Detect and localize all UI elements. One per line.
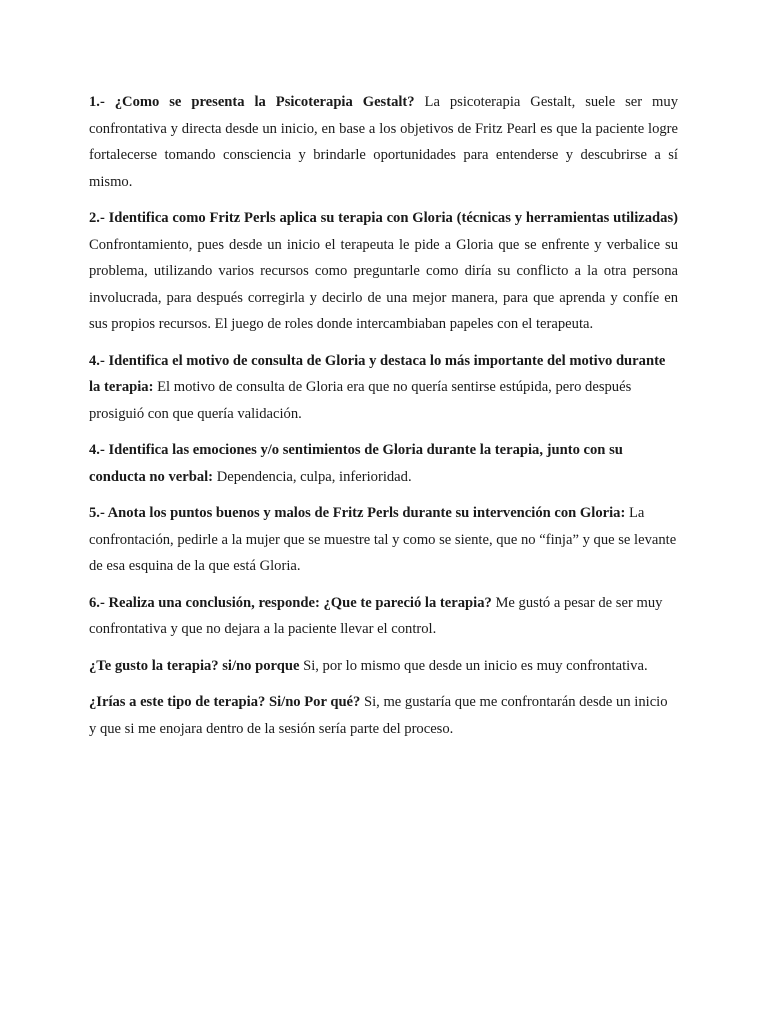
answer-7: Si, por lo mismo que desde un inicio es muy confrontativa. [299,657,648,674]
paragraph-q5 [89,500,678,580]
paragraph-q3 [89,348,678,428]
question-8: ¿Irías a este tipo de terapia? Si/no Por qué? [89,694,361,710]
question-3: 4.- Identifica el motivo de consulta de Gloria y destaca lo más importante del motivo durante la terapia: [89,352,666,395]
answer-2: Confrontamiento, pues desde un inicio el terapeuta le pide a Gloria que se enfrente y verbalice su problema, utilizando varios recursos como preguntarle como diría su conflicto a la otra persona involucrada, para después corregirla y decirlo de una mejor manera, para que aprenda y confíe en sus propios recursos. El juego de roles donde intercambiaban papeles con el terapeuta. [89,236,678,332]
question-4: 4.- Identifica las emociones y/o sentimientos de Gloria durante la terapia, junto con su conducta no verbal: [89,442,623,485]
question-1: 1.- ¿Como se presenta la Psicoterapia Gestalt? [89,94,415,110]
paragraph-q8 [89,689,678,742]
answer-5: La confrontación, pedirle a la mujer que se muestre tal y como se siente, que no “finja” y que se levante de esa esquina de la que está Gloria. [89,505,677,574]
answer-3: El motivo de consulta de Gloria era que no quería sentirse estúpida, pero después prosiguió con que quería validación. [89,379,632,422]
paragraph-q2 [89,205,678,338]
question-2: 2.- Identifica como Fritz Perls aplica su terapia con Gloria (técnicas y herramientas utilizadas) [89,210,678,226]
question-7: ¿Te gusto la terapia? si/no porque [89,657,300,674]
answer-4: Dependencia, culpa, inferioridad. [213,468,412,485]
question-5: 5.- Anota los puntos buenos y malos de Fritz Perls durante su intervención con Gloria: [89,505,626,521]
answer-8: Si, me gustaría que me confrontarán desde un inicio y que si me enojara dentro de la sesión sería parte del proceso. [89,694,668,737]
paragraph-q4 [89,437,678,490]
answer-1: La psicoterapia Gestalt, suele ser muy confrontativa y directa desde un inicio, en base a los objetivos de Fritz Pearl es que la paciente logre fortalecerse tomando consciencia y brindarle oportunidades para entenderse y descubrirse a sí mismo. [89,94,678,190]
paragraph-q1 [89,89,678,195]
paragraph-q6 [89,590,678,643]
answer-6: Me gustó a pesar de ser muy confrontativa y que no dejara a la paciente llevar el control. [89,594,663,637]
paragraph-q7 [89,653,678,680]
question-6: 6.- Realiza una conclusión, responde: ¿Que te pareció la terapia? [89,594,492,611]
document-page [89,89,678,752]
